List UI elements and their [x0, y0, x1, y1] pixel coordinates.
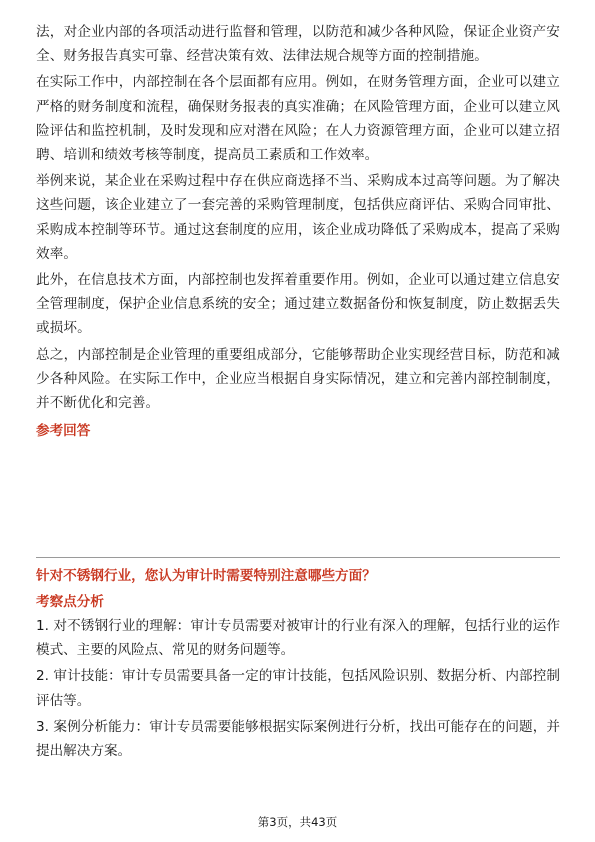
list-item: 2. 审计技能：审计专员需要具备一定的审计技能，包括风险识别、数据分析、内部控制评估等。 [36, 668, 560, 709]
question-section [36, 564, 560, 765]
analysis-subheading: 考察点分析 [36, 594, 104, 610]
body-paragraph: 举例来说，某企业在采购过程中存在供应商选择不当、采购成本过高等问题。为了解决这些问题，该企业建立了一套完善的采购管理制度，包括供应商评估、采购合同审批、采购成本控制等环节。通过这套制度的应用，该企业成功降低了采购成本，提高了采购效率。 [36, 173, 560, 262]
section-divider [36, 557, 560, 558]
body-paragraph: 总之，内部控制是企业管理的重要组成部分，它能够帮助企业实现经营目标，防范和减少各种风险。在实际工作中，企业应当根据自身实际情况，建立和完善内部控制制度，并不断优化和完善。 [36, 346, 560, 412]
body-paragraph: 此外，在信息技术方面，内部控制也发挥着重要作用。例如，企业可以通过建立信息安全管理制度，保护企业信息系统的安全；通过建立数据备份和恢复制度，防止数据丢失或损坏。 [36, 272, 560, 337]
reference-answer-label: 参考回答 [36, 423, 91, 440]
question-heading: 针对不锈钢行业，您认为审计时需要特别注意哪些方面？ [36, 568, 376, 584]
page-body [36, 20, 560, 443]
list-item: 1. 对不锈钢行业的理解：审计专员需要对被审计的行业有深入的理解，包括行业的运作模式、主要的风险点、常见的财务问题等。 [36, 618, 560, 659]
page-number-footer: 第3页，共43页 [257, 815, 338, 829]
list-item: 3. 案例分析能力：审计专员需要能够根据实际案例进行分析，找出可能存在的问题，并提出解决方案。 [36, 718, 560, 760]
body-paragraph: 在实际工作中，内部控制在各个层面都有应用。例如，在财务管理方面，企业可以建立严格的财务制度和流程，确保财务报表的真实准确；在风险管理方面，企业可以建立风险评估和监控机制，及时发现和应对潜在风险；在人力资源管理方面，企业可以建立招聘、培训和绩效考核等制度，提高员工素质和工作效率。 [36, 74, 560, 164]
body-paragraph: 法，对企业内部的各项活动进行监督和管理，以防范和减少各种风险，保证企业资产安全、财务报告真实可靠、经营决策有效、法律法规合规等方面的控制措施。 [36, 24, 560, 65]
